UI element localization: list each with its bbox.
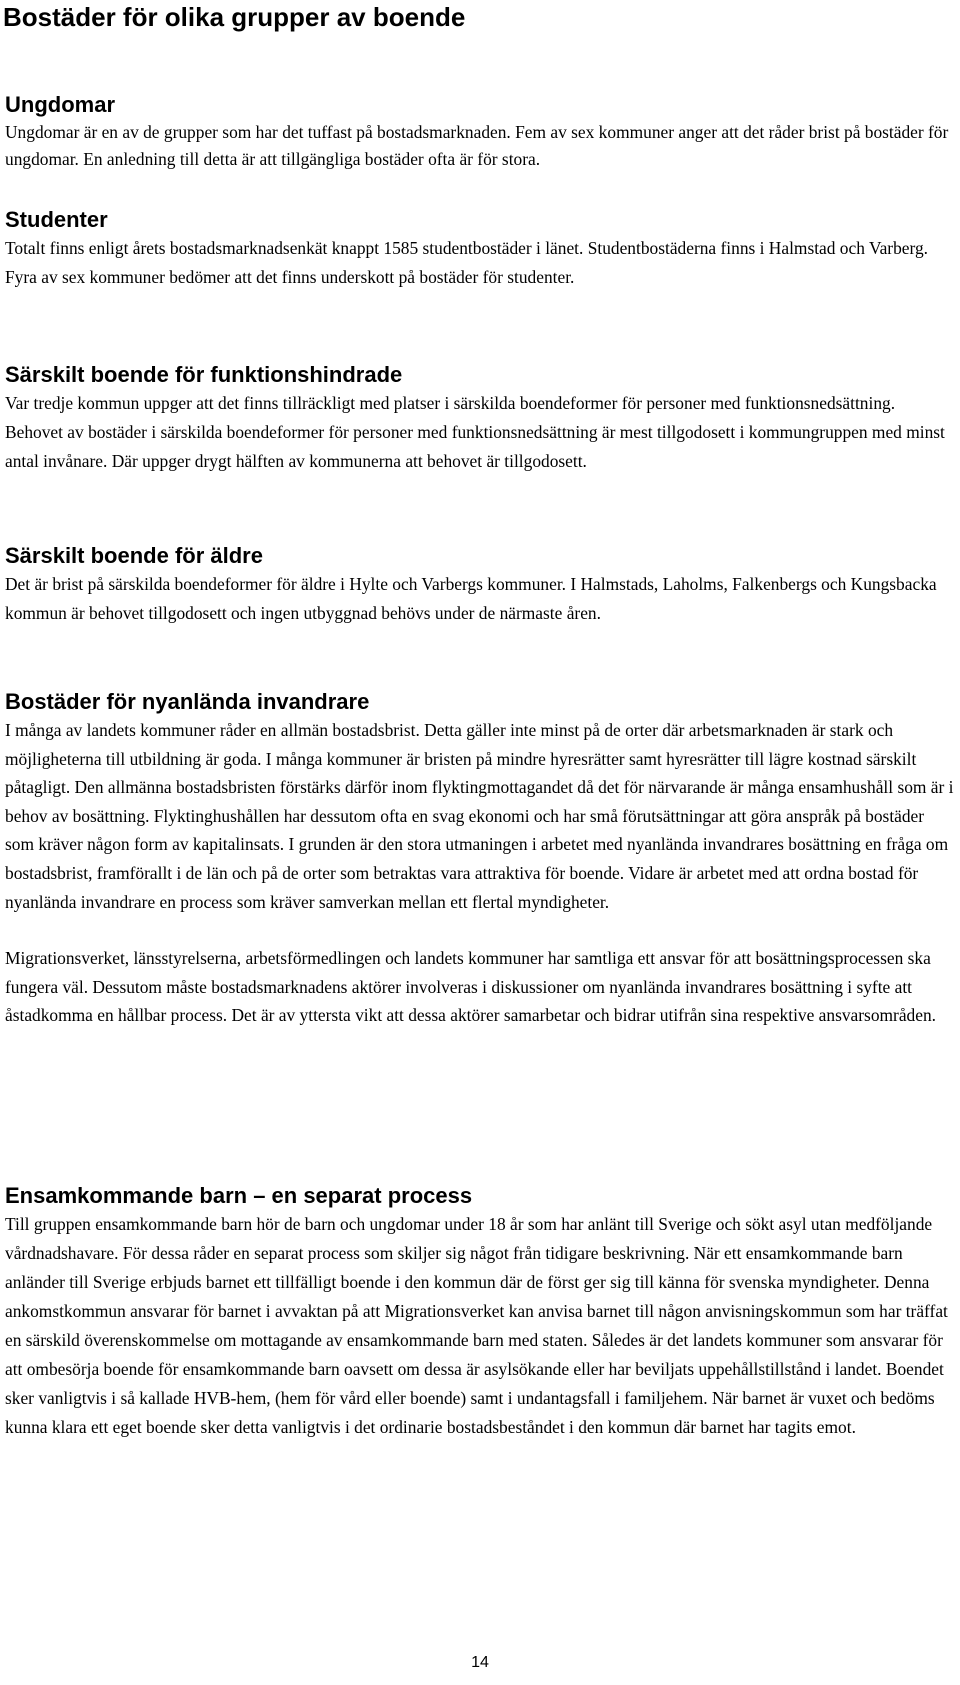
paragraph: Migrationsverket, länsstyrelserna, arbetsförmedlingen och landets kommuner har samtliga ett ansvar för att bosättningsprocessen ska fungera väl. Dessutom måste bostadsmarknadens aktörer involveras i diskussioner om nyanlända invandrares bosättning i syfte att åstadkomma en hållbar process. Det är av yttersta vikt att dessa aktörer samarbetar och bidrar utifrån sina respektive ansvarsområden.	[5, 948, 937, 1026]
paragraph: Till gruppen ensamkommande barn hör de barn och ungdomar under 18 år som har anlänt till Sverige och sökt asyl utan medföljande vårdnadshavare. För dessa råder en separat process som skiljer sig något från tidigare beskrivning. När ett ensamkommande barn anländer till Sverige erbjuds barnet ett tillfälligt boende i den kommun där de först ger sig till känna för svenska myndigheter. Denna ankomstkommun ansvarar för barnet i avvaktan på att Migrationsverket kan anvisa barnet till någon anvisningskommun som har träffat en särskild överenskommelse om mottagande av ensamkommande barn med staten. Således är det landets kommuner som ansvarar för att ombesörja boende för ensamkommande barn oavsett om dessa är asylsökande eller har beviljats uppehållstillstånd i landet. Boendet sker vanligtvis i så kallade HVB-hem, (hem för vård eller boende) samt i undantagsfall i familjehem. När barnet är vuxet och bedöms kunna klara ett eget boende sker detta vanligtvis i det ordinarie bostadsbeståndet i den kommun där barnet har tagits emot.	[5, 1214, 948, 1437]
section-nyanlanda	[5, 688, 957, 1030]
section-heading: Särskilt boende för äldre	[5, 543, 263, 568]
section-heading: Särskilt boende för funktionshindrade	[5, 362, 403, 387]
section-aldre	[5, 542, 957, 628]
page-title: Bostäder för olika grupper av boende	[3, 2, 466, 32]
section-heading: Ensamkommande barn – en separat process	[5, 1183, 473, 1208]
section-heading: Bostäder för nyanlända invandrare	[5, 689, 370, 714]
section-funktionshindrade	[5, 361, 957, 476]
section-heading: Ungdomar	[5, 92, 115, 117]
section-studenter	[5, 206, 957, 292]
paragraph: Var tredje kommun uppger att det finns tillräckligt med platser i särskilda boendeformer för personer med funktionsnedsättning. Behovet av bostäder i särskilda boendeformer för personer med funktionsnedsättning är mest tillgodosett i kommungruppen med minst antal invånare. Där uppger drygt hälften av kommunerna att behovet är tillgodosett.	[5, 393, 945, 471]
page-number: 14	[471, 1654, 489, 1671]
section-heading: Studenter	[5, 207, 108, 232]
paragraph: Ungdomar är en av de grupper som har det tuffast på bostadsmarknaden. Fem av sex kommuner anger att det råder brist på bostäder för ungdomar. En anledning till detta är att tillgängliga bostäder ofta är för stora.	[5, 122, 949, 169]
paragraph: I många av landets kommuner råder en allmän bostadsbrist. Detta gäller inte minst på de orter där arbetsmarknaden är stark och möjligheterna till utbildning är goda. I många kommuner är bristen på mindre hyresrätter samt hyresrätter till lägre kostnad särskilt påtagligt. Den allmänna bostadsbristen förstärks därför inom flyktingmottagandet då det för närvarande är många ensamhushåll som är i behov av bosättning. Flyktinghushållen har dessutom ofta en svag ekonomi och har små förutsättningar att göra anspråk på bostäder som kräver någon form av kapitalinsats. I grunden är den stora utmaningen i arbetet med nyanlända invandrares bosättning en fråga om bostadsbrist, framförallt i de län och på de orter som betraktas vara attraktiva för boende. Vidare är arbetet med att ordna bostad för nyanlända invandrare en process som kräver samverkan mellan ett flertal myndigheter.	[5, 720, 954, 912]
section-ungdomar	[5, 91, 957, 173]
section-ensamkommande	[5, 1182, 957, 1442]
paragraph: Totalt finns enligt årets bostadsmarknadsenkät knappt 1585 studentbostäder i länet. Studentbostäderna finns i Halmstad och Varberg. Fyra av sex kommuner bedömer att det finns underskott på bostäder för studenter.	[5, 238, 929, 287]
paragraph: Det är brist på särskilda boendeformer för äldre i Hylte och Varbergs kommuner. I Halmstads, Laholms, Falkenbergs och Kungsbacka kommun är behovet tillgodosett och ingen utbyggnad behövs under de närmaste åren.	[5, 574, 937, 623]
